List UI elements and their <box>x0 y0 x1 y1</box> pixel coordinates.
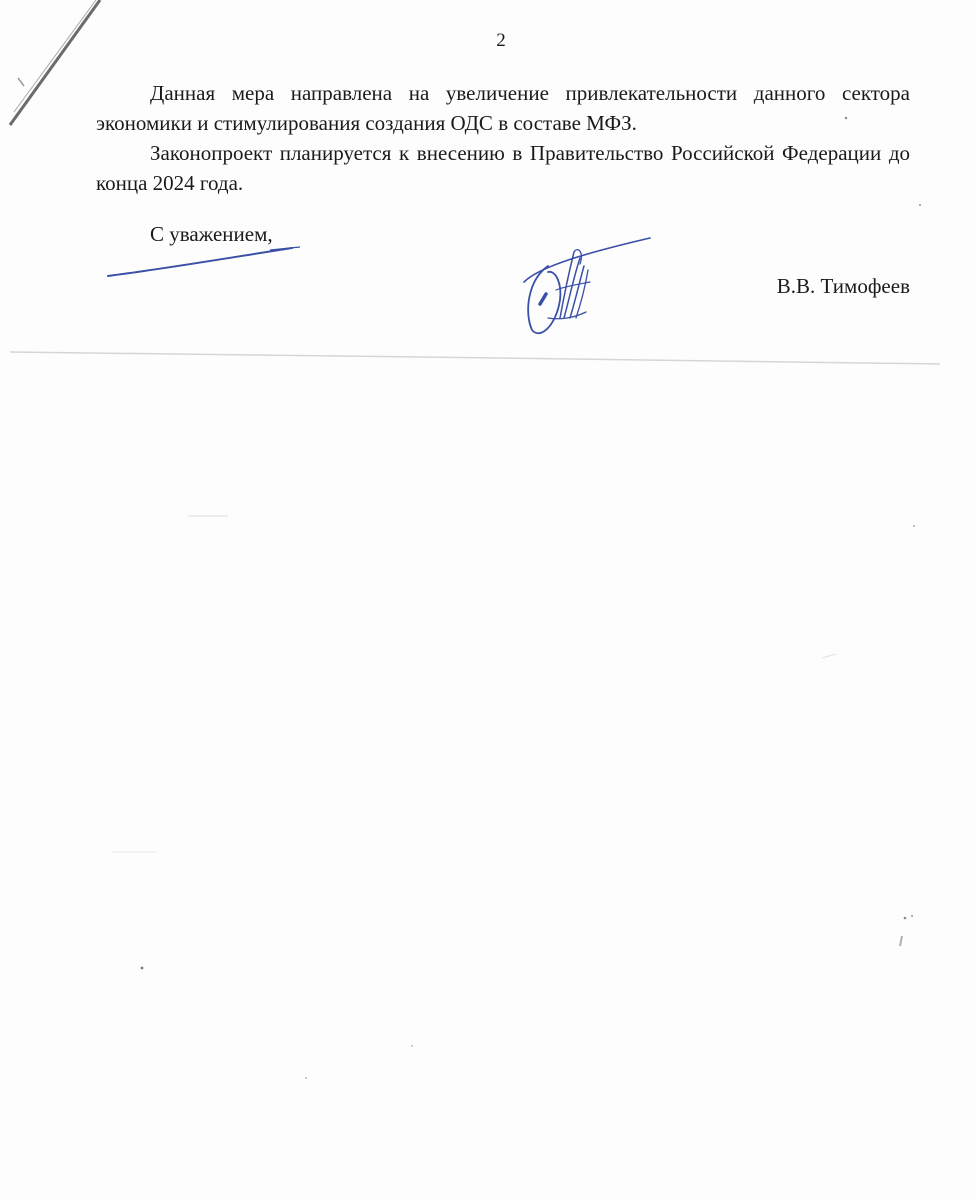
closing-salutation: С уважением, <box>150 222 273 246</box>
signer-name: В.В. Тимофеев <box>776 274 910 298</box>
paragraph-2: Законопроект планируется к внесению в Правительство Российской Федерации до конца 2024 года. <box>96 141 910 195</box>
paragraph-1: Данная мера направлена на увеличение привлекательности данного сектора экономики и стимулирования создания ОДС в составе МФЗ. <box>96 81 910 135</box>
page-number: 2 <box>496 30 506 51</box>
body-text <box>96 78 910 198</box>
